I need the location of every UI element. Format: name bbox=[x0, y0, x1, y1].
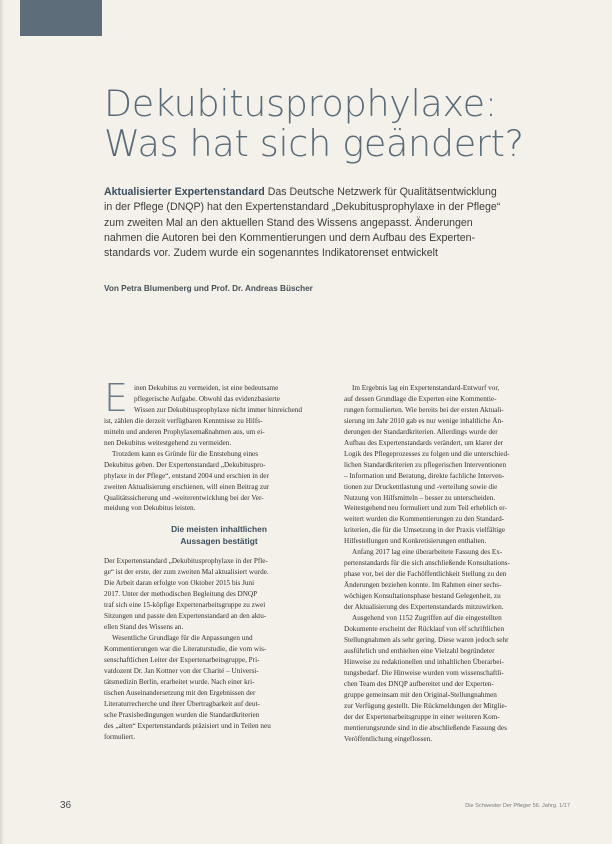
text-line: Weitestgehend neu formuliert und zum Teil erheblich er- bbox=[344, 504, 507, 513]
text-line: tätsmedizin Berlin, erarbeitet wurde. Nach einer kri- bbox=[104, 677, 255, 686]
journal-footer: Die Schwester Der Pfleger 56. Jahrg. 1/17 bbox=[465, 803, 570, 809]
text-line: inen Dekubitus zu vermeiden, ist eine bedeutsame bbox=[134, 384, 279, 392]
text-line: Die Arbeit daran erfolgte von Oktober 2015 bis Juni bbox=[104, 579, 255, 588]
page-number: 36 bbox=[60, 800, 72, 811]
text-line: Im Ergebnis lag ein Expertenstandard-Entwurf vor, bbox=[352, 384, 500, 392]
text-line: – Information und Beratung, direkte fachliche Interven- bbox=[344, 471, 505, 480]
text-line: nen Dekubitus weitestgehend zu vermeiden. bbox=[104, 438, 232, 447]
text-line: Wesentliche Grundlage für die Anpassungen und bbox=[112, 634, 253, 643]
text-line: Ausgehend von 1152 Zugriffen auf die eingestellten bbox=[352, 614, 502, 623]
right-column bbox=[344, 383, 572, 744]
text-line: Sitzungen und passte den Expertenstandard an den aktu- bbox=[104, 612, 267, 621]
text-line: wöchigen Konsultationsphase bestand Gelegenheit, zu bbox=[344, 592, 501, 601]
lead-line: nahmen die Autoren bei den Kommentierungen und dem Aufbau des Experten- bbox=[104, 231, 476, 244]
text-line: chen Team des DNQP aufbereitet und der Experten- bbox=[344, 679, 494, 688]
lead-line: in der Pflege (DNQP) hat den Expertenstandard „Dekubitusprophylaxe in der Pflege“ bbox=[104, 201, 501, 214]
lead-line: standards vor. Zudem wurde ein sogenanntes Indikatorenset entwickelt bbox=[104, 247, 438, 260]
paragraph bbox=[104, 449, 334, 515]
text-line: rungen formulierten. Wie bereits bei der ersten Aktuali- bbox=[344, 405, 504, 414]
text-line: Der Expertenstandard „Dekubitusprophylaxe in der Pfle- bbox=[104, 557, 268, 566]
text-line: senschaftlichen Leiter der Expertenarbeitsgruppe, Pri- bbox=[104, 656, 260, 665]
text-line: zweiten Aktualisierung erschienen, will einen Beitrag zur bbox=[104, 482, 270, 491]
drop-cap: E bbox=[104, 376, 129, 420]
section-corner-tab bbox=[20, 0, 102, 36]
text-line: 2017. Unter der methodischen Begleitung des DNQP bbox=[104, 590, 258, 599]
text-line: Qualitätssicherung und -weiterentwicklung bei der Ver- bbox=[104, 493, 264, 502]
subheading-line-1: Die meisten inhaltlichen bbox=[171, 524, 267, 535]
text-line: tischen Auseinandersetzung mit den Ergebnissen der bbox=[104, 688, 256, 697]
paragraph bbox=[344, 383, 572, 547]
text-line: phylaxe in der Pflege“, entstand 2004 und erschien in der bbox=[104, 471, 269, 480]
text-line: tungsbedarf. Die Hinweise wurden vom wissenschaftli- bbox=[344, 668, 504, 677]
text-line: tionen zur Druckentlastung und -verteilung sowie die bbox=[344, 482, 498, 491]
paragraph bbox=[104, 633, 334, 743]
text-line: ellen Stand des Wissens an. bbox=[104, 623, 184, 632]
text-line: pflegerische Aufgabe. Obwohl das evidenzbasierte bbox=[134, 394, 280, 403]
text-line: mentierungsrunde sind in die abschließende Fassung des bbox=[344, 723, 507, 732]
title-line-2: Was hat sich geändert? bbox=[104, 122, 524, 165]
text-line: Nutzung von Hilfsmitteln – besser zu unterscheiden. bbox=[344, 493, 496, 502]
subheading-line-2: Aussagen bestätigt bbox=[180, 536, 258, 547]
text-line: lichen Standardkriterien zu pflegerischen Interventionen bbox=[344, 460, 507, 469]
lead-kicker: Aktualisierter Expertenstandard bbox=[104, 186, 265, 198]
text-line: kriterien, die für die Umsetzung in der Praxis vielfältige bbox=[344, 526, 506, 535]
text-line: Dekubitus geben. Der Expertenstandard „Dekubituspro- bbox=[104, 460, 266, 469]
text-line: phase vor, bei der die Fachöffentlichkeit Stellung zu den bbox=[344, 570, 507, 579]
left-column bbox=[104, 383, 334, 743]
text-line: mitteln und anderen Prophylaxemaßnahmen aus, um ei- bbox=[104, 427, 265, 436]
text-line: Stellungnahmen als sehr gering. Diese waren jedoch sehr bbox=[344, 635, 509, 644]
text-line: traf sich eine 15-köpfige Expertenarbeitsgruppe zu zwei bbox=[104, 601, 266, 610]
lead-line-1-text: Das Deutsche Netzwerk für Qualitätsentwicklung bbox=[267, 186, 497, 198]
text-line: sierung im Jahr 2010 gab es nur wenige inhaltliche Än- bbox=[344, 416, 504, 425]
text-line: Trotzdem kann es Gründe für die Entstehung eines bbox=[112, 449, 259, 458]
text-line: ge“ ist der erste, der zum zweiten Mal aktualisiert wurde. bbox=[104, 568, 269, 577]
text-line: Logik des Pflegeprozesses zu folgen und die unterschied- bbox=[344, 449, 510, 458]
text-line: gruppe gemeinsam mit den Original-Stellungnahmen bbox=[344, 690, 497, 699]
text-line: Veröffentlichung eingeflossen. bbox=[344, 734, 433, 743]
text-line: weitert wurden die Kommentierungen zu den Standard- bbox=[344, 515, 505, 524]
article-title bbox=[104, 84, 574, 164]
text-line: des „alten“ Expertenstandards präzisiert und in Teilen neu bbox=[104, 721, 271, 730]
text-line: Kommentierungen war die Literaturstudie, die vom wis- bbox=[104, 645, 267, 654]
text-line: derungen der Standardkriterien. Allerdings wurde der bbox=[344, 427, 498, 436]
text-line: Literaturrecherche und ihrer Übertragbarkeit auf deut- bbox=[104, 699, 260, 708]
lead-line-1 bbox=[104, 185, 580, 200]
text-line: ist, zählen die derzeit verfügbaren Kenntnisse zu Hilfs- bbox=[104, 416, 263, 425]
section-subheading bbox=[104, 523, 334, 547]
text-line: der Aktualisierung des Expertenstandards mitzuwirken. bbox=[344, 603, 504, 612]
article-lead bbox=[104, 185, 580, 261]
paragraph bbox=[344, 613, 572, 744]
paragraph-intro bbox=[104, 383, 334, 449]
text-line: zur Verfügung gestellt. Die Rückmeldungen der Mitglie- bbox=[344, 701, 507, 710]
text-line: pertenstandards für die sich anschließende Konsultations- bbox=[344, 559, 510, 568]
title-line-1: Dekubitusprophylaxe: bbox=[104, 82, 497, 125]
text-line: Wissen zur Dekubitusprophylaxe nicht immer hinreichend bbox=[134, 405, 302, 414]
paragraph bbox=[104, 556, 334, 633]
text-line: ausführlich und enthielten eine Vielzahl begründeter bbox=[344, 646, 495, 655]
text-line: auf dessen Grundlage die Experten eine Kommentie- bbox=[344, 394, 497, 403]
text-line: Dokumente erscheint der Rücklauf von elf schriftlichen bbox=[344, 624, 505, 633]
text-line: vatdozent Dr. Jan Kottner von der Charité – Universi- bbox=[104, 666, 259, 675]
text-line: Änderungen beziehen konnte. Im Rahmen einer sechs- bbox=[344, 581, 502, 590]
text-line: meidung von Dekubitus leisten. bbox=[104, 504, 196, 513]
text-line: der der Expertenarbeitsgruppe in einer weiteren Kom- bbox=[344, 712, 500, 721]
page-edge-shadow bbox=[0, 0, 4, 844]
text-line: sche Praxisbedingungen wurden die Standardkriterien bbox=[104, 710, 260, 719]
text-line: Aufbau des Expertenstandards verändert, um klarer der bbox=[344, 438, 504, 447]
author-byline: Von Petra Blumenberg und Prof. Dr. Andreas Büscher bbox=[104, 284, 313, 293]
text-line: Anfang 2017 lag eine überarbeitete Fassung des Ex- bbox=[352, 548, 503, 557]
lead-line: zum zweiten Mal an den aktuellen Stand des Wissens angepasst. Änderungen bbox=[104, 216, 473, 229]
text-line: Hinweise zu redaktionellen und inhaltlichen Überarbei- bbox=[344, 657, 504, 666]
paragraph bbox=[344, 547, 572, 613]
text-line: Hilfestellungen und Konkretisierungen enthalten. bbox=[344, 537, 487, 546]
text-line: formuliert. bbox=[104, 732, 135, 741]
